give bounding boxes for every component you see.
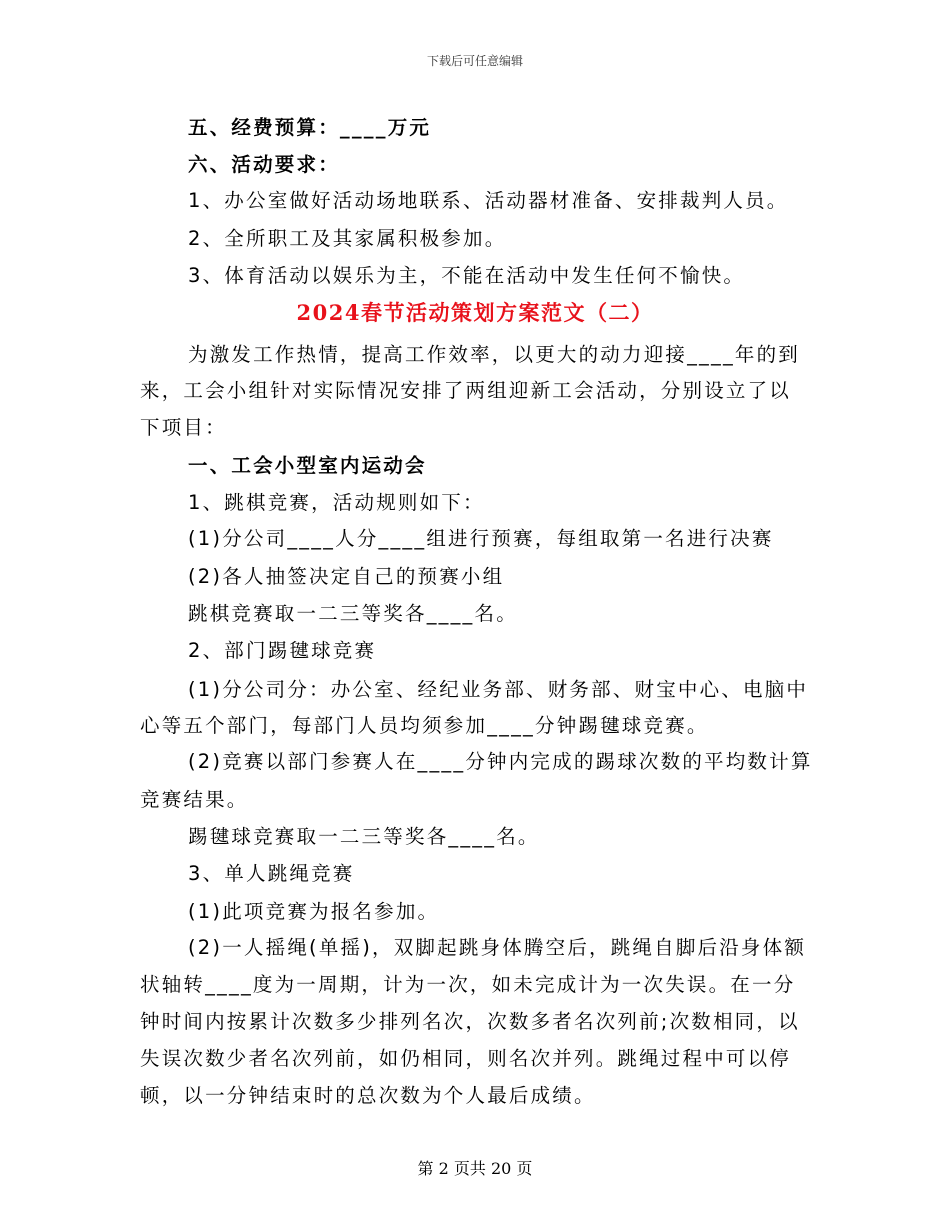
page-header: 下载后可任意编辑: [426, 54, 523, 68]
part1-heading: 一、工会小型室内运动会: [188, 454, 427, 477]
intro-line: 为激发工作热情，提高工作效率，以更大的动力迎接____年的到: [188, 343, 801, 366]
budget-line: 五、经费预算：____万元: [188, 116, 432, 139]
intro-line: 下项目：: [140, 416, 227, 439]
requirements-heading: 六、活动要求：: [188, 153, 340, 176]
shuttlecock-prize: 踢毽球竞赛取一二三等奖各____名。: [188, 825, 540, 848]
chess-rule: (1)分公司____人分____组进行预赛，每组取第一名进行决赛: [188, 527, 774, 550]
requirement-item: 3、体育活动以娱乐为主，不能在活动中发生任何不愉快。: [188, 264, 746, 287]
rope-rule: 顿，以一分钟结束时的总次数为个人最后成绩。: [140, 1084, 596, 1107]
requirement-item: 2、全所职工及其家属积极参加。: [188, 227, 507, 250]
document-title: 2024春节活动策划方案范文（二）: [296, 300, 654, 325]
chess-title: 1、跳棋竞赛，活动规则如下：: [188, 491, 485, 514]
rope-rule: 状轴转____度为一周期，计为一次，如未完成计为一次失误。在一分: [140, 973, 796, 996]
shuttlecock-title: 2、部门踢毽球竞赛: [188, 639, 377, 662]
shuttlecock-rule: 心等五个部门，每部门人员均须参加____分钟踢毽球竞赛。: [140, 714, 709, 737]
chess-prize: 跳棋竞赛取一二三等奖各____名。: [188, 602, 518, 625]
intro-line: 来，工会小组针对实际情况安排了两组迎新工会活动，分别设立了以: [140, 379, 792, 402]
rope-rule: (2)一人摇绳(单摇)，双脚起跳身体腾空后，跳绳自脚后沿身体额: [188, 936, 807, 959]
rope-rule: 失误次数少者名次列前，如仍相同，则名次并列。跳绳过程中可以停: [140, 1047, 792, 1070]
rope-title: 3、单人跳绳竞赛: [188, 862, 355, 885]
chess-rule: (2)各人抽签决定自己的预赛小组: [188, 565, 505, 588]
page-footer: 第 2 页共 20 页: [417, 1159, 533, 1178]
shuttlecock-rule: (2)竞赛以部门参赛人在____分钟内完成的踢球次数的平均数计算: [188, 750, 813, 773]
rope-rule: 钟时间内按累计次数多少排列名次，次数多者名次列前;次数相同，以: [140, 1010, 800, 1033]
requirement-item: 1、办公室做好活动场地联系、活动器材准备、安排裁判人员。: [188, 189, 789, 212]
shuttlecock-rule: (1)分公司分：办公室、经纪业务部、财务部、财宝中心、电脑中: [188, 678, 809, 701]
rope-rule: (1)此项竞赛为报名参加。: [188, 900, 440, 923]
shuttlecock-rule: 竞赛结果。: [140, 788, 249, 811]
